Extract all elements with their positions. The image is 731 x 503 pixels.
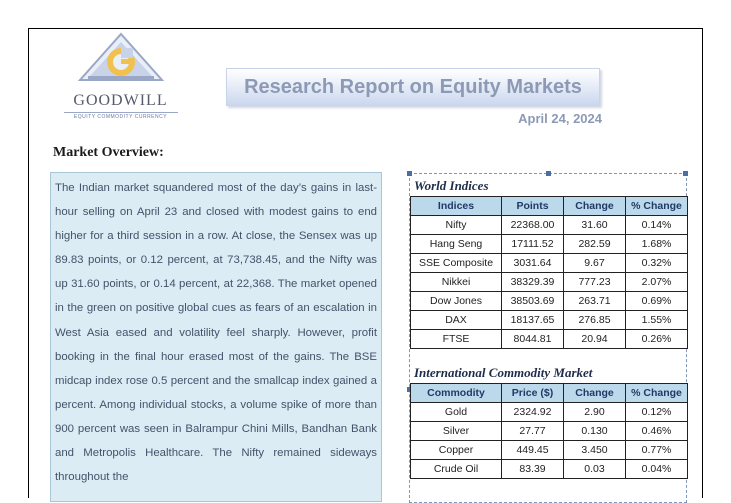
- table-cell: 1.55%: [626, 311, 688, 330]
- table-row: [411, 311, 688, 330]
- table-cell: 22368.00: [502, 216, 564, 235]
- market-overview-textbox: [50, 172, 382, 502]
- table-cell: Silver: [411, 422, 502, 441]
- report-date: April 24, 2024: [518, 111, 602, 126]
- table-cell: Hang Seng: [411, 235, 502, 254]
- table-header-row: [411, 384, 688, 403]
- logo-divider: [64, 112, 178, 113]
- table-cell: 282.59: [564, 235, 626, 254]
- column-header: Indices: [411, 197, 502, 216]
- table-cell: 0.12%: [626, 403, 688, 422]
- table-cell: 0.14%: [626, 216, 688, 235]
- table-cell: DAX: [411, 311, 502, 330]
- commodity-market-table: [410, 383, 688, 479]
- table-cell: 0.77%: [626, 441, 688, 460]
- table-cell: 0.32%: [626, 254, 688, 273]
- table-cell: 0.03: [564, 460, 626, 479]
- table-cell: Nikkei: [411, 273, 502, 292]
- table-cell: 2.07%: [626, 273, 688, 292]
- table-cell: 2324.92: [502, 403, 564, 422]
- column-header: Change: [564, 197, 626, 216]
- column-header: % Change: [626, 384, 688, 403]
- table-cell: FTSE: [411, 330, 502, 349]
- table-cell: 83.39: [502, 460, 564, 479]
- table-cell: SSE Composite: [411, 254, 502, 273]
- table-cell: Crude Oil: [411, 460, 502, 479]
- table-cell: 17111.52: [502, 235, 564, 254]
- table-cell: 0.46%: [626, 422, 688, 441]
- column-header: Commodity: [411, 384, 502, 403]
- market-overview-heading: Market Overview:: [53, 145, 164, 160]
- company-logo: [58, 32, 183, 124]
- table-cell: Copper: [411, 441, 502, 460]
- resize-handle[interactable]: [407, 171, 412, 176]
- world-indices-table: [410, 196, 688, 349]
- table-cell: 0.69%: [626, 292, 688, 311]
- column-header: Points: [502, 197, 564, 216]
- logo-tagline: EQUITY COMMODITY CURRENCY: [73, 114, 168, 120]
- table-cell: 9.67: [564, 254, 626, 273]
- logo-name: GOODWILL: [73, 92, 168, 109]
- table-cell: 20.94: [564, 330, 626, 349]
- market-overview-text: The Indian market squandered most of the day’s gains in last-hour selling on April 23 and closed with modest gains to end higher for a third session in a row. At close, the Sensex was up 89.83 points, or 0.12 percent, at 73,738.45, and the Nifty was up 31.60 points, or 0.14 percent, at 22,368. The market opened in the green on positive global cues as fears of an escalation in West Asia eased and volatility feel sharply. However, profit booking in the final hour erased most of the gains. The BSE midcap index rose 0.5 percent and the smallcap index gained a percent. Among individual stocks, a volume spike of more than 900 percent was seen in Balrampur Chini Mills, Bandhan Bank and Metropolis Healthcare. The Nifty remained sideways throughout the: [55, 182, 377, 484]
- table-row: [411, 216, 688, 235]
- table-cell: Gold: [411, 403, 502, 422]
- table-header-row: [411, 197, 688, 216]
- table-cell: 263.71: [564, 292, 626, 311]
- table-cell: 0.26%: [626, 330, 688, 349]
- table-cell: 0.04%: [626, 460, 688, 479]
- table-cell: 38503.69: [502, 292, 564, 311]
- report-title: Research Report on Equity Markets: [244, 75, 582, 98]
- table-cell: 3031.64: [502, 254, 564, 273]
- resize-handle[interactable]: [546, 171, 551, 176]
- table-cell: 2.90: [564, 403, 626, 422]
- table-cell: 38329.39: [502, 273, 564, 292]
- table-row: [411, 422, 688, 441]
- table-cell: 27.77: [502, 422, 564, 441]
- table-row: [411, 292, 688, 311]
- table-cell: 8044.81: [502, 330, 564, 349]
- table-cell: 18137.65: [502, 311, 564, 330]
- commodity-market-title: International Commodity Market: [414, 365, 593, 380]
- goodwill-g-logo-icon: [76, 32, 166, 90]
- table-cell: Nifty: [411, 216, 502, 235]
- table-cell: Dow Jones: [411, 292, 502, 311]
- table-cell: 0.130: [564, 422, 626, 441]
- table-row: [411, 235, 688, 254]
- column-header: Change: [564, 384, 626, 403]
- table-cell: 777.23: [564, 273, 626, 292]
- table-cell: 31.60: [564, 216, 626, 235]
- report-title-banner: [226, 68, 600, 106]
- table-cell: 276.85: [564, 311, 626, 330]
- table-cell: 1.68%: [626, 235, 688, 254]
- table-row: [411, 330, 688, 349]
- table-row: [411, 460, 688, 479]
- table-row: [411, 254, 688, 273]
- table-row: [411, 273, 688, 292]
- resize-handle[interactable]: [683, 171, 688, 176]
- table-cell: 3.450: [564, 441, 626, 460]
- column-header: Price ($): [502, 384, 564, 403]
- table-row: [411, 441, 688, 460]
- world-indices-title: World Indices: [414, 178, 489, 193]
- table-row: [411, 403, 688, 422]
- column-header: % Change: [626, 197, 688, 216]
- table-cell: 449.45: [502, 441, 564, 460]
